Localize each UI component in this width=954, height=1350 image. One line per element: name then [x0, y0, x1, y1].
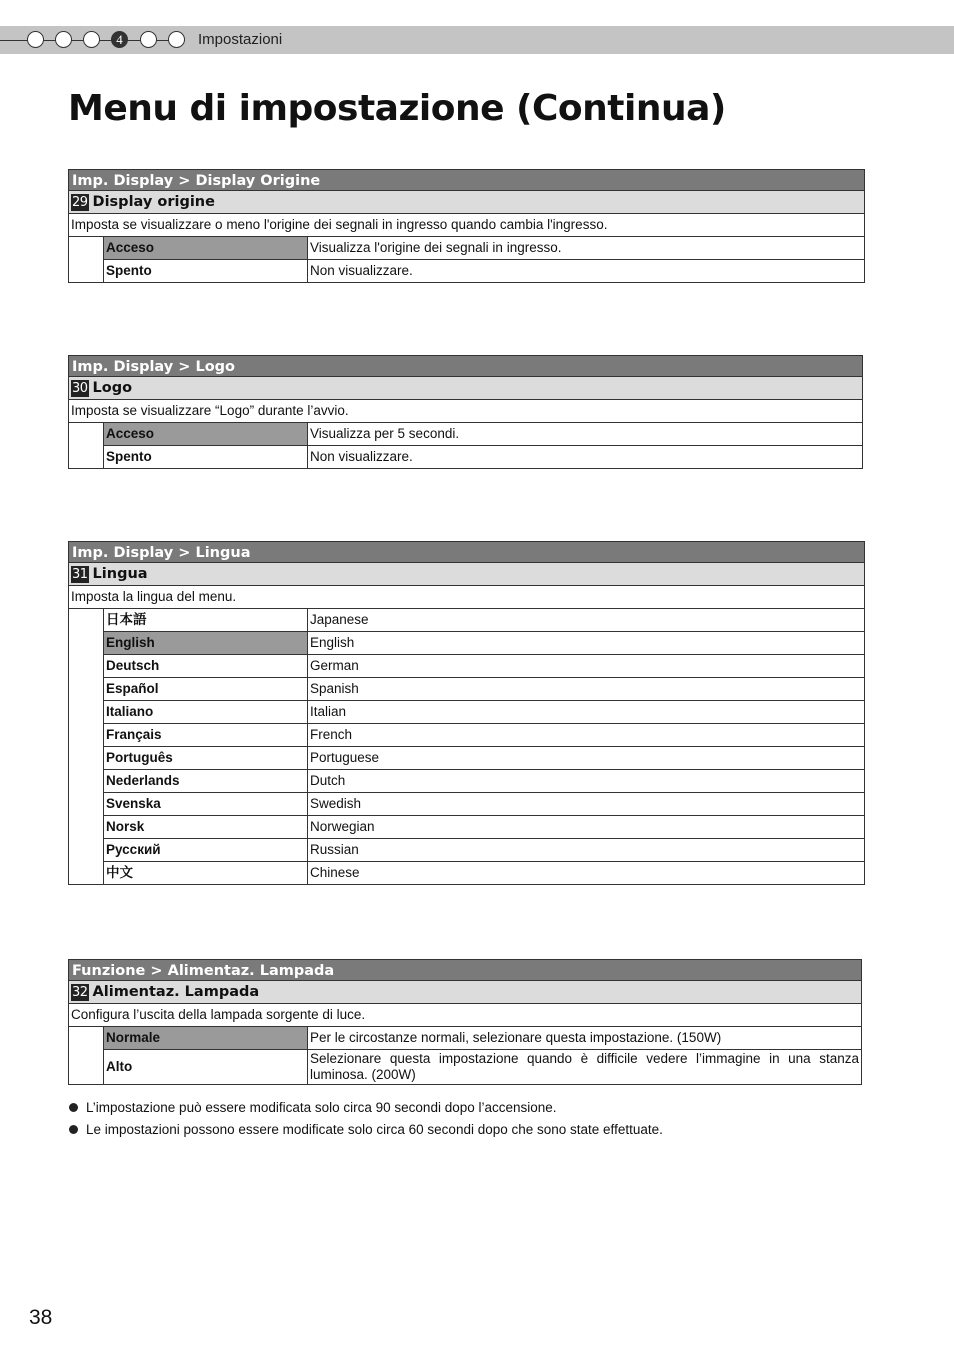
section-heading: Imp. Display > Lingua — [68, 541, 865, 563]
chapter-title: Impostazioni — [198, 31, 283, 48]
option-key: Nederlands — [104, 770, 308, 793]
section-logo — [68, 355, 863, 469]
options-table — [103, 609, 864, 884]
chapter-step-2 — [55, 31, 72, 48]
chapter-step-4-active: 4 — [111, 31, 128, 48]
option-row-selected — [104, 632, 865, 655]
section-heading: Funzione > Alimentaz. Lampada — [68, 959, 862, 981]
section-heading: Imp. Display > Display Origine — [68, 169, 865, 191]
note-item — [68, 1100, 868, 1116]
option-row — [104, 1050, 862, 1085]
option-row — [104, 770, 865, 793]
option-value: French — [308, 724, 865, 747]
option-value: Non visualizzare. — [308, 260, 865, 283]
options-block — [68, 237, 865, 283]
setting-name: Lingua — [92, 566, 148, 582]
option-row-selected — [104, 237, 865, 260]
setting-title — [68, 563, 865, 586]
option-key: Acceso — [104, 237, 308, 260]
option-key: Русский — [104, 839, 308, 862]
option-row-selected — [104, 423, 863, 446]
option-row — [104, 793, 865, 816]
chapter-step-5 — [140, 31, 157, 48]
setting-number-badge: 29 — [72, 194, 88, 210]
option-value: Chinese — [308, 862, 865, 885]
page-title: Menu di impostazione (Continua) — [68, 88, 726, 129]
bullet-icon — [69, 1103, 78, 1112]
option-row — [104, 655, 865, 678]
setting-description: Imposta se visualizzare “Logo” durante l’avvio. — [68, 400, 863, 423]
option-row — [104, 260, 865, 283]
option-value: English — [308, 632, 865, 655]
setting-name: Alimentaz. Lampada — [92, 984, 260, 1000]
note-item — [68, 1122, 868, 1138]
options-table — [103, 237, 864, 282]
options-indent — [69, 237, 103, 282]
setting-title — [68, 377, 863, 400]
option-key: Português — [104, 747, 308, 770]
option-row — [104, 678, 865, 701]
option-value: Italian — [308, 701, 865, 724]
option-row — [104, 701, 865, 724]
options-block — [68, 423, 863, 469]
section-display-origine — [68, 169, 865, 283]
option-value: Japanese — [308, 609, 865, 632]
setting-number-badge: 31 — [72, 566, 88, 582]
option-key: Español — [104, 678, 308, 701]
option-key: Alto — [104, 1050, 308, 1085]
option-row — [104, 862, 865, 885]
option-row — [104, 609, 865, 632]
setting-number-badge: 32 — [72, 984, 88, 1000]
options-table — [103, 423, 862, 468]
option-key: English — [104, 632, 308, 655]
section-lingua — [68, 541, 865, 885]
option-value: Norwegian — [308, 816, 865, 839]
setting-description: Imposta se visualizzare o meno l'origine dei segnali in ingresso quando cambia l'ingresso. — [68, 214, 865, 237]
option-row — [104, 446, 863, 469]
note-text: Le impostazioni possono essere modificate solo circa 60 secondi dopo che sono state effettuate. — [86, 1122, 663, 1137]
option-key: Normale — [104, 1027, 308, 1050]
section-heading: Imp. Display > Logo — [68, 355, 863, 377]
bullet-icon — [69, 1125, 78, 1134]
option-value: Dutch — [308, 770, 865, 793]
setting-title — [68, 191, 865, 214]
options-table — [103, 1027, 861, 1084]
option-key: Français — [104, 724, 308, 747]
options-block — [68, 1027, 862, 1085]
option-key: Spento — [104, 260, 308, 283]
page-number: 38 — [29, 1306, 53, 1329]
setting-name: Logo — [92, 380, 133, 396]
option-row — [104, 724, 865, 747]
option-key: Acceso — [104, 423, 308, 446]
option-value: Per le circostanze normali, selezionare questa impostazione. (150W) — [308, 1027, 862, 1050]
option-key: Italiano — [104, 701, 308, 724]
setting-description: Configura l’uscita della lampada sorgente di luce. — [68, 1004, 862, 1027]
option-key: 日本語 — [104, 609, 308, 632]
option-value: Visualizza l'origine dei segnali in ingresso. — [308, 237, 865, 260]
options-block — [68, 609, 865, 885]
setting-description: Imposta la lingua del menu. — [68, 586, 865, 609]
option-row-selected — [104, 1027, 862, 1050]
option-value: Spanish — [308, 678, 865, 701]
option-row — [104, 839, 865, 862]
option-row — [104, 747, 865, 770]
option-value: Portuguese — [308, 747, 865, 770]
setting-name: Display origine — [92, 194, 215, 210]
option-row — [104, 816, 865, 839]
setting-number-badge: 30 — [72, 380, 88, 396]
setting-title — [68, 981, 862, 1004]
option-key: Svenska — [104, 793, 308, 816]
option-value: German — [308, 655, 865, 678]
chapter-step-6 — [168, 31, 185, 48]
option-value: Non visualizzare. — [308, 446, 863, 469]
option-key: Deutsch — [104, 655, 308, 678]
option-value: Visualizza per 5 secondi. — [308, 423, 863, 446]
option-key: Norsk — [104, 816, 308, 839]
options-indent — [69, 609, 103, 884]
option-value: Selezionare questa impostazione quando è difficile vedere l’immagine in una stanza luminosa. (200W) — [308, 1050, 862, 1085]
option-value: Swedish — [308, 793, 865, 816]
chapter-step-3 — [83, 31, 100, 48]
option-key: 中文 — [104, 862, 308, 885]
option-key: Spento — [104, 446, 308, 469]
chapter-step-1 — [27, 31, 44, 48]
notes-list — [68, 1100, 868, 1144]
options-indent — [69, 1027, 103, 1084]
options-indent — [69, 423, 103, 468]
option-value: Russian — [308, 839, 865, 862]
note-text: L’impostazione può essere modificata solo circa 90 secondi dopo l’accensione. — [86, 1100, 557, 1115]
section-alimentaz-lampada — [68, 959, 862, 1085]
